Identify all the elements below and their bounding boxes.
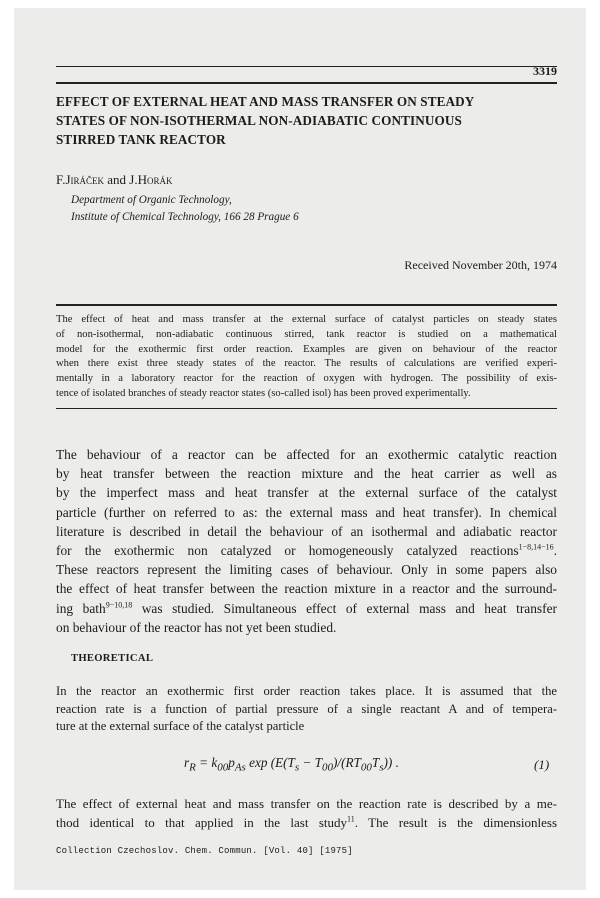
abstract-line: The effect of heat and mass transfer at the external surface of catalyst particles on steady states (56, 314, 557, 325)
body-line: The behaviour of a reactor can be affected for an exothermic catalytic reaction (56, 447, 557, 462)
section-heading: THEORETICAL (71, 653, 154, 664)
eq-symbol: exp (E(T (245, 755, 295, 770)
body-line: particle (further on referred to as: the external mass and heat transfer). In chemical (56, 504, 557, 520)
abstract-line: tence of isolated branches of steady reactor states (so-called isol) has been proved experimentally. (56, 387, 471, 399)
author-2-initial: J. (129, 172, 138, 187)
abstract-rule-top (56, 304, 557, 306)
body-text: for the exothermic non catalyzed or homogeneously catalyzed reactions (56, 543, 519, 559)
body-text: . (553, 543, 557, 559)
eq-symbol: − T (299, 755, 323, 770)
eq-subscript: 00 (322, 761, 334, 774)
theoretical-paragraph (56, 683, 557, 736)
body-text: was studied. Simultaneous effect of external mass and heat transfer (132, 600, 558, 616)
author-1-initial: F. (56, 172, 66, 187)
body-line: ture at the external surface of the catalyst particle (56, 719, 305, 734)
citation-superscript: 1−8,14−16 (518, 542, 554, 552)
eq-subscript: s (294, 761, 300, 774)
body-text: thod identical to that applied in the last study (56, 814, 348, 830)
author-1-name: Jiráček (65, 172, 105, 187)
body-text: ing bath (56, 600, 106, 616)
body-line: by heat transfer between the reaction mixture and the heat carrier as well as (56, 466, 557, 482)
body-text: . The result is the dimensionless (354, 814, 557, 830)
eq-symbol: = k (195, 755, 218, 770)
body-line (56, 814, 557, 833)
abstract-line: of non-isothermal, non-adiabatic continuous stirred, tank reactor is studied on a mathematical (56, 328, 557, 340)
body-paragraph (56, 795, 557, 832)
eq-subscript: s (379, 761, 384, 774)
eq-symbol: r (184, 755, 190, 770)
header-rule-top (56, 66, 557, 67)
rate-equation (184, 755, 399, 774)
eq-symbol: T (371, 755, 380, 770)
intro-paragraph (56, 445, 557, 637)
article-title (56, 92, 556, 149)
eq-subscript: 00 (360, 761, 372, 774)
affiliation-line: Institute of Chemical Technology, 166 28 Prague 6 (71, 211, 299, 223)
body-line: The effect of external heat and mass transfer on the reaction rate is described by a me- (56, 796, 557, 811)
received-date: Received November 20th, 1974 (404, 258, 557, 272)
title-line: STATES OF NON-ISOTHERMAL NON-ADIABATIC CONTINUOUS (56, 113, 462, 128)
body-line (56, 599, 557, 618)
citation-superscript: 9−10,18 (105, 600, 133, 610)
header-rule-bottom (56, 82, 557, 84)
abstract (56, 313, 557, 402)
eq-subscript: R (189, 761, 196, 774)
body-line (56, 541, 557, 560)
body-line: the effect of heat transfer between the reaction mixture in a reactor and the surround- (56, 581, 557, 597)
page-number: 3319 (533, 64, 557, 78)
body-line: These reactors represent the limiting cases of behaviour. Only in some papers also (56, 562, 557, 578)
title-line: EFFECT OF EXTERNAL HEAT AND MASS TRANSFER ON STEADY (56, 94, 475, 109)
author-2-name: Horák (137, 172, 173, 187)
eq-symbol: )/(RT (333, 755, 361, 770)
abstract-line: mentally in a laboratory reactor for the reaction of oxygen with hydrogen. The possibility of exis- (56, 373, 557, 385)
authors (56, 172, 173, 188)
title-line: STIRRED TANK REACTOR (56, 132, 226, 147)
abstract-line: model for the exothermic first order reaction. Examples are given on behaviour of the reactor (56, 343, 557, 355)
journal-footer: Collection Czechoslov. Chem. Commun. [Vol. 40] [1975] (56, 846, 353, 856)
citation-superscript: 11 (347, 814, 355, 824)
eq-subscript: 00 (217, 761, 229, 774)
body-line: In the reactor an exothermic first order reaction takes place. It is assumed that the (56, 684, 557, 698)
authors-and: and (104, 172, 130, 187)
eq-subscript: As (234, 761, 246, 774)
equation-number: (1) (534, 757, 550, 772)
eq-symbol: p (228, 755, 235, 770)
eq-symbol: )) . (383, 755, 399, 770)
body-line: by the imperfect mass and heat transfer at the external surface of the catalyst (56, 485, 557, 501)
affiliation (71, 192, 299, 226)
body-line: reaction rate is a function of partial pressure of a single reactant A and of tempera- (56, 701, 557, 716)
affiliation-line: Department of Organic Technology, (71, 194, 232, 206)
body-line: on behaviour of the reactor has not yet been studied. (56, 619, 337, 635)
abstract-rule-bottom (56, 408, 557, 409)
abstract-line: when there exist three steady states of the reactor. The results of calculations are verified experi- (56, 358, 557, 370)
journal-page (14, 8, 586, 890)
body-line: literature is described in detail the behaviour of an isothermal and adiabatic reactor (56, 523, 557, 539)
